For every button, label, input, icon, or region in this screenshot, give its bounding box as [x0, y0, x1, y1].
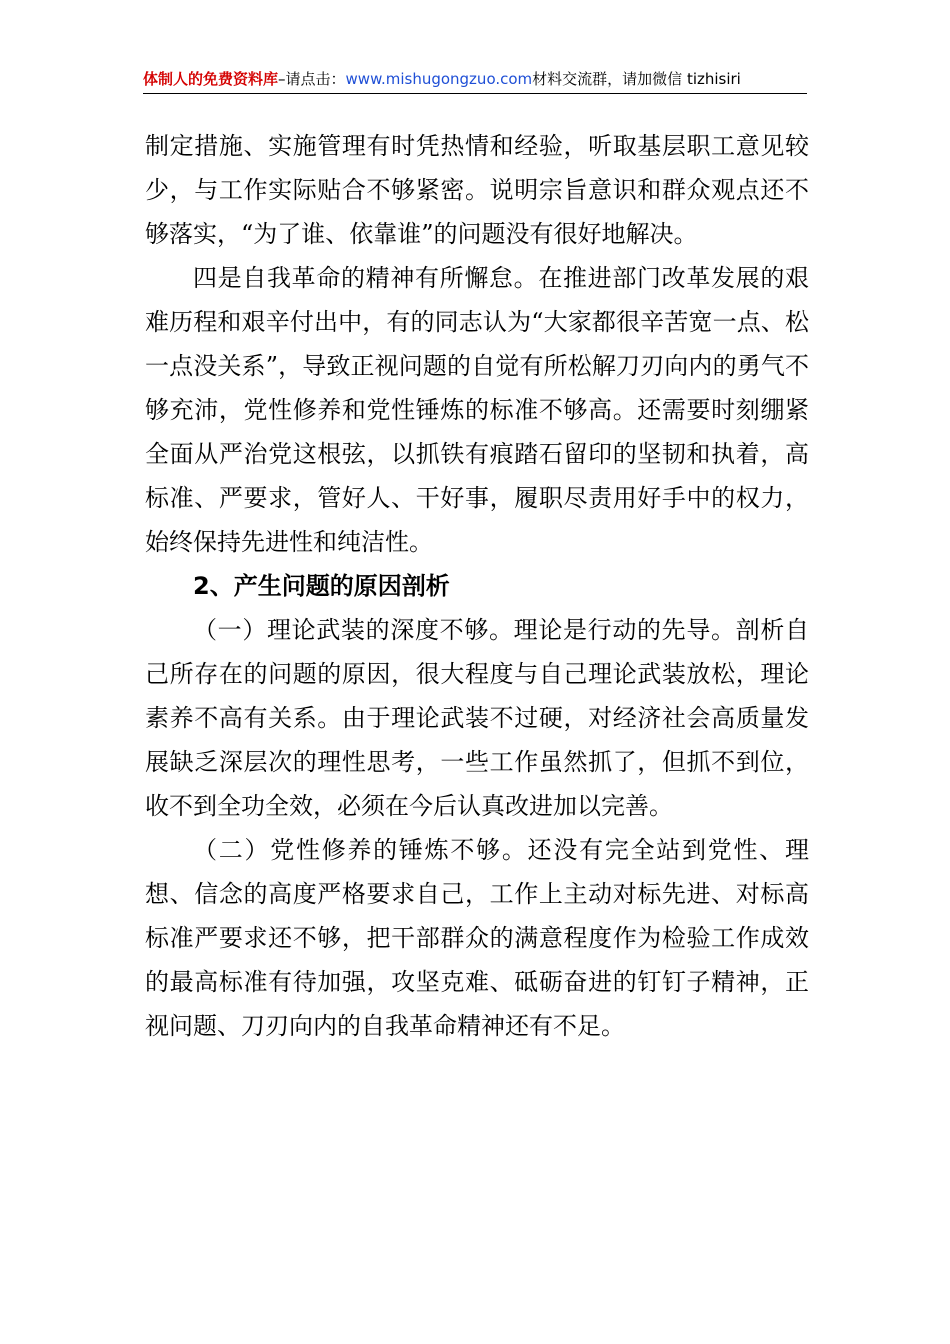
paragraph-theory: （一）理论武装的深度不够。理论是行动的先导。剖析自己所存在的问题的原因，很大程度与自己理论武装放松，理论素养不高有关系。由于理论武装不过硬，对经济社会高质量发展缺乏深层次的理性思考，一些工作虽然抓了，但抓不到位，收不到全功全效，必须在今后认真改进加以完善。 [145, 616, 809, 820]
header-suffix: 材料交流群，请加微信 tizhisiri [532, 70, 741, 88]
header-prefix: –请点击： [278, 70, 346, 88]
header-brand: 体制人的免费资料库 [143, 70, 279, 88]
section-heading: 2、产生问题的原因剖析 [193, 572, 450, 600]
paragraph-party-spirit: （二）党性修养的锤炼不够。还没有完全站到党性、理想、信念的高度严格要求自己，工作上主动对标先进、对标高标准严要求还不够，把干部群众的满意程度作为检验工作成效的最高标准有待加强，攻坚克难、砥砺奋进的钉钉子精神，正视问题、刀刃向内的自我革命精神还有不足。 [145, 836, 809, 1040]
header-url-link[interactable]: www.mishugongzuo.com [345, 70, 533, 88]
paragraph-self-revolution: 四是自我革命的精神有所懈怠。在推进部门改革发展的艰难历程和艰辛付出中，有的同志认为“大家都很辛苦宽一点、松一点没关系”，导致正视问题的自觉有所松解刀刃向内的勇气不够充沛，党性修养和党性锤炼的标准不够高。还需要时刻绷紧全面从严治党这根弦，以抓铁有痕踏石留印的坚韧和执着，高标准、严要求，管好人、干好事，履职尽责用好手中的权力，始终保持先进性和纯洁性。 [145, 264, 809, 556]
header-divider [143, 93, 807, 94]
page-header [143, 68, 807, 90]
paragraph-continued: 制定措施、实施管理有时凭热情和经验，听取基层职工意见较少，与工作实际贴合不够紧密。说明宗旨意识和群众观点还不够落实，“为了谁、依靠谁”的问题没有很好地解决。 [145, 132, 809, 248]
document-body [145, 124, 809, 1048]
